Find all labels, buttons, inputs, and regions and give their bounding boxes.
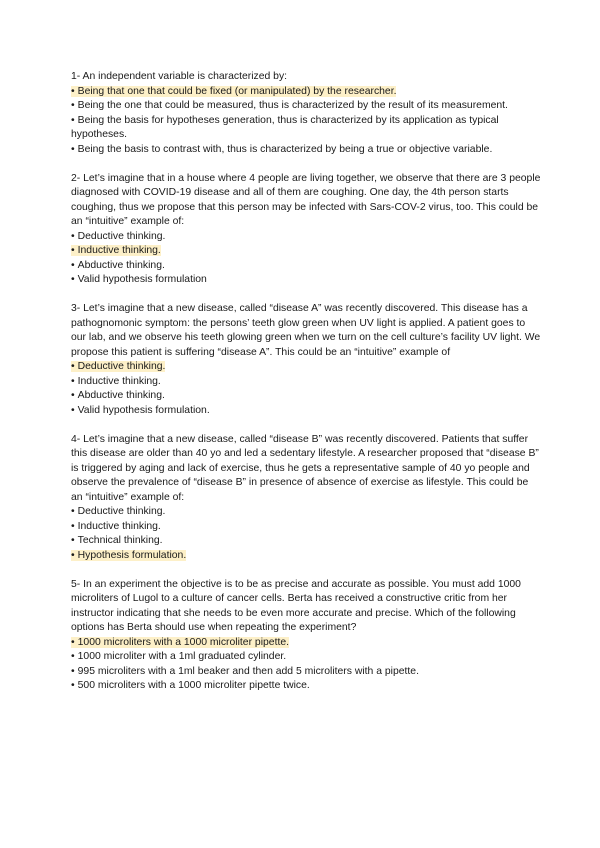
- bullet-icon: •: [71, 143, 75, 155]
- highlighted-answer: [71, 86, 396, 97]
- option-list: [71, 505, 541, 563]
- option-item: [71, 404, 541, 419]
- option-text: Abductive thinking.: [77, 259, 165, 271]
- option-text: 1000 microliters with a 1000 microliter pipette.: [77, 636, 290, 648]
- option-item: [71, 505, 541, 520]
- question-stem: 1- An independent variable is characterized by:: [71, 71, 288, 82]
- option-item: [71, 636, 541, 651]
- bullet-icon: •: [71, 636, 75, 648]
- question-stem: 5- In an experiment the objective is to be as precise and accurate as possible. You must add 1000 microliters of Lugol to a culture of cancer cells. Berta has received a constructive critic from her instructor indicating that she needs to be even more accurate and precise. Which of the following options has Berta should use when repeating the experiment?: [71, 578, 521, 633]
- option-text: Deductive thinking.: [77, 230, 166, 242]
- bullet-icon: •: [71, 520, 75, 532]
- option-text: Inductive thinking.: [77, 245, 161, 256]
- option-item: [71, 389, 541, 404]
- question-stem: 4- Let’s imagine that a new disease, called “disease B” was recently discovered. Patients that suffer this disease are older than 40 yo and led a sedentary lifestyle. A researcher proposed that “disease B” is triggered by aging and lack of exercise, thus he gets a representative sample of 40 yo people and observe the prevalence of “disease B” in presence of absence of exercise as lifestyle. This could be an “intuitive” example of:: [71, 433, 539, 503]
- bullet-icon: •: [71, 230, 75, 242]
- question-5: [71, 578, 541, 694]
- bullet-icon: •: [71, 245, 75, 256]
- question-4: [71, 433, 541, 564]
- option-item: [71, 273, 541, 288]
- option-text: Abductive thinking.: [77, 390, 165, 401]
- highlighted-answer: [71, 637, 289, 648]
- option-text: Valid hypothesis formulation: [77, 274, 207, 285]
- option-text: Being the basis for hypotheses generation, thus is characterized by its application as typical hypotheses.: [71, 114, 499, 140]
- option-item: [71, 665, 541, 680]
- option-item: [71, 230, 541, 245]
- option-text: Being the one that could be measured, thus is characterized by the result of its measurement.: [77, 100, 508, 111]
- bullet-icon: •: [71, 361, 75, 372]
- option-item: [71, 679, 541, 694]
- option-list: [71, 230, 541, 288]
- option-text: Technical thinking.: [77, 535, 163, 546]
- bullet-icon: •: [71, 549, 75, 561]
- question-stem: 3- Let’s imagine that a new disease, called “disease A” was recently discovered. This disease has a pathognomonic symptom: the persons’ teeth glow green when UV light is applied. A patient goes to our lab, and we observe his teeth glowing green when we turn on the cell culture’s facility UV light. We propose this patient is suffering “disease A”. This could be an “intuitive” example of: [71, 303, 541, 358]
- bullet-icon: •: [71, 375, 75, 387]
- option-item: [71, 650, 541, 665]
- option-text: Inductive thinking.: [77, 520, 161, 532]
- bullet-icon: •: [71, 100, 75, 111]
- question-2: [71, 172, 541, 288]
- bullet-icon: •: [71, 259, 75, 271]
- option-text: Inductive thinking.: [77, 375, 161, 387]
- option-text: 995 microliters with a 1ml beaker and then add 5 microliters with a pipette.: [77, 665, 419, 677]
- option-text: 500 microliters with a 1000 microliter pipette twice.: [77, 680, 310, 691]
- option-text: Deductive thinking.: [77, 506, 166, 517]
- option-text: Being the basis to contrast with, thus is characterized by being a true or objective variable.: [77, 143, 493, 155]
- option-item: [71, 360, 541, 375]
- option-list: [71, 636, 541, 694]
- option-item: [71, 259, 541, 274]
- option-item: [71, 549, 541, 564]
- bullet-icon: •: [71, 114, 75, 126]
- bullet-icon: •: [71, 506, 75, 517]
- bullet-icon: •: [71, 665, 75, 677]
- document-page: [71, 70, 541, 708]
- question-3: [71, 302, 541, 418]
- bullet-icon: •: [71, 274, 75, 285]
- option-item: [71, 244, 541, 259]
- bullet-icon: •: [71, 404, 75, 416]
- bullet-icon: •: [71, 390, 75, 401]
- bullet-icon: •: [71, 680, 75, 691]
- option-list: [71, 85, 541, 158]
- option-item: [71, 85, 541, 100]
- option-item: [71, 375, 541, 390]
- option-text: Hypothesis formulation.: [77, 549, 187, 561]
- option-item: [71, 99, 541, 114]
- bullet-icon: •: [71, 535, 75, 546]
- question-1: [71, 70, 541, 157]
- option-item: [71, 114, 541, 143]
- bullet-icon: •: [71, 85, 75, 97]
- option-text: Deductive thinking.: [77, 361, 166, 372]
- bullet-icon: •: [71, 651, 75, 662]
- option-text: 1000 microliter with a 1ml graduated cylinder.: [77, 651, 287, 662]
- highlighted-answer: [71, 550, 186, 561]
- option-item: [71, 520, 541, 535]
- option-text: Being that one that could be fixed (or manipulated) by the researcher.: [77, 85, 397, 97]
- option-list: [71, 360, 541, 418]
- option-text: Valid hypothesis formulation.: [77, 404, 210, 416]
- highlighted-answer: [71, 245, 161, 256]
- question-stem: 2- Let’s imagine that in a house where 4 people are living together, we observe that there are 3 people diagnosed with COVID-19 disease and all of them are coughing. One day, the 4th person starts coughing, thus we propose that this person may be infected with Sars-COV-2 virus, too. This could be an “intuitive” example of:: [71, 172, 541, 227]
- highlighted-answer: [71, 361, 165, 372]
- option-item: [71, 534, 541, 549]
- option-item: [71, 143, 541, 158]
